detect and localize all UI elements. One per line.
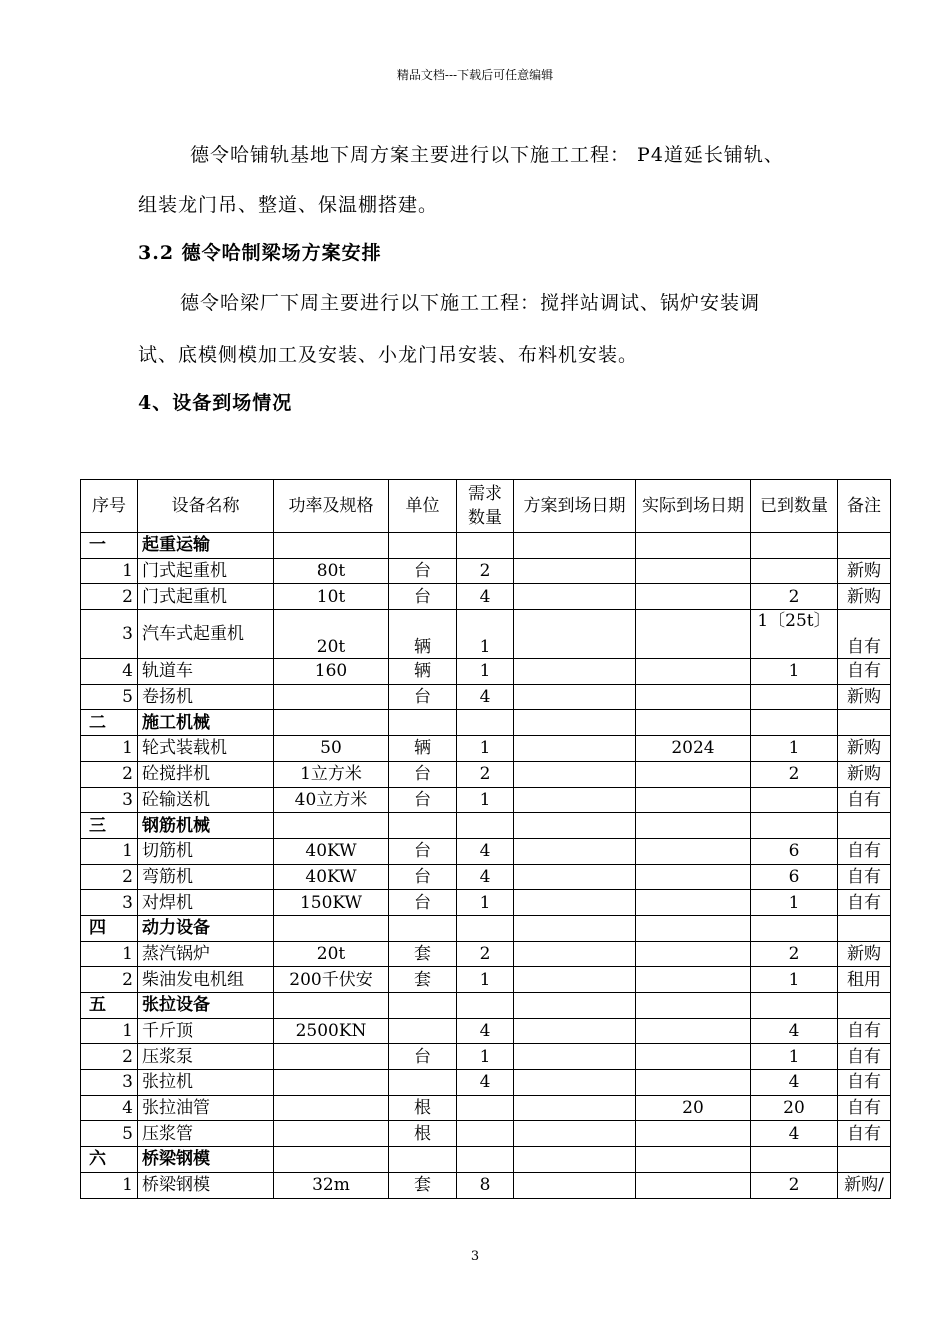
cell-unit: 台 [389,684,457,710]
cell-seq: 2 [81,761,138,787]
cell-plan [514,967,636,993]
cell-seq: 4 [81,1095,138,1121]
cell-spec: 200千伏安 [274,967,389,993]
cell-arrived: 1 [751,967,838,993]
column-header: 方案到场日期 [514,480,636,533]
table-row [81,659,891,685]
cell-need: 4 [457,1018,514,1044]
cell-actual: 2024 [636,736,751,762]
cell-unit: 台 [389,864,457,890]
cell-need: 2 [457,761,514,787]
cell-arrived: 1〔25t〕 [751,610,838,659]
cell-actual [636,761,751,787]
cell-need [457,1095,514,1121]
table-row [81,864,891,890]
empty-cell [457,710,514,736]
cell-seq: 5 [81,1121,138,1147]
cell-seq: 3 [81,890,138,916]
cell-plan [514,890,636,916]
cell-seq: 3 [81,787,138,813]
empty-cell [274,533,389,559]
cell-name: 张拉机 [138,1070,274,1096]
cell-actual: 20 [636,1095,751,1121]
empty-cell [636,533,751,559]
cell-unit: 台 [389,838,457,864]
cell-unit: 台 [389,558,457,584]
paragraph-line: 德令哈梁厂下周主要进行以下施工工程：搅拌站调试、锅炉安装调 [180,292,761,314]
cell-seq: 1 [81,736,138,762]
cell-actual [636,890,751,916]
empty-cell [838,1147,891,1173]
cell-note: 自有 [838,1095,891,1121]
section-heading: 4、设备到场情况 [138,392,293,414]
cell-name: 弯筋机 [138,864,274,890]
cell-plan [514,736,636,762]
empty-cell [389,813,457,839]
equipment-table [80,479,891,1199]
cell-spec [274,1095,389,1121]
empty-cell [274,1147,389,1173]
empty-cell [636,710,751,736]
cell-name: 轨道车 [138,659,274,685]
table-row [81,1070,891,1096]
cell-spec: 32m [274,1172,389,1198]
cell-name: 门式起重机 [138,584,274,610]
cell-actual [636,584,751,610]
cell-note: 自有 [838,1018,891,1044]
cell-seq: 5 [81,684,138,710]
table-row [81,584,891,610]
page-number: 3 [470,1249,480,1264]
cell-actual [636,1044,751,1070]
table-row [81,1044,891,1070]
cell-name: 门式起重机 [138,558,274,584]
cell-note: 租用 [838,967,891,993]
cell-actual [636,967,751,993]
table-row [81,967,891,993]
cell-unit: 套 [389,941,457,967]
cell-arrived: 2 [751,761,838,787]
cell-note: 自有 [838,864,891,890]
empty-cell [838,915,891,941]
empty-cell [636,915,751,941]
cell-seq: 2 [81,1044,138,1070]
cell-name: 卷扬机 [138,684,274,710]
cell-arrived [751,787,838,813]
cell-unit: 台 [389,761,457,787]
cell-actual [636,1018,751,1044]
cell-need: 1 [457,610,514,659]
category-title: 张拉设备 [138,993,274,1019]
cell-seq: 1 [81,1172,138,1198]
column-header: 需求数量 [457,480,514,533]
category-title: 起重运输 [138,533,274,559]
cell-actual [636,838,751,864]
cell-arrived [751,684,838,710]
cell-note: 自有 [838,838,891,864]
table-row [81,761,891,787]
paragraph-line: 试、底模侧模加工及安装、小龙门吊安装、布料机安装。 [138,344,639,366]
cell-plan [514,1070,636,1096]
cell-seq: 2 [81,584,138,610]
cell-arrived: 20 [751,1095,838,1121]
category-title: 钢筋机械 [138,813,274,839]
table-row [81,1018,891,1044]
cell-need: 8 [457,1172,514,1198]
table-row [81,1121,891,1147]
cell-plan [514,1121,636,1147]
cell-note: 新购 [838,941,891,967]
empty-cell [274,915,389,941]
empty-cell [389,710,457,736]
cell-arrived: 6 [751,838,838,864]
category-title: 桥梁钢模 [138,1147,274,1173]
empty-cell [751,533,838,559]
column-header: 序号 [81,480,138,533]
empty-cell [514,993,636,1019]
cell-name: 压浆泵 [138,1044,274,1070]
cell-plan [514,1172,636,1198]
cell-plan [514,659,636,685]
table-row [81,890,891,916]
cell-spec [274,1121,389,1147]
cell-name: 切筋机 [138,838,274,864]
cell-name: 蒸汽锅炉 [138,941,274,967]
empty-cell [457,915,514,941]
cell-actual [636,1172,751,1198]
cell-arrived: 4 [751,1121,838,1147]
category-row [81,533,891,559]
empty-cell [636,1147,751,1173]
cell-actual [636,941,751,967]
empty-cell [514,533,636,559]
cell-unit [389,1018,457,1044]
cell-unit: 台 [389,787,457,813]
empty-cell [457,1147,514,1173]
cell-unit: 套 [389,1172,457,1198]
cell-actual [636,1121,751,1147]
cell-arrived: 4 [751,1018,838,1044]
empty-cell [274,993,389,1019]
cell-plan [514,1044,636,1070]
empty-cell [751,915,838,941]
cell-spec: 160 [274,659,389,685]
cell-arrived: 2 [751,941,838,967]
cell-note: 新购/ [838,1172,891,1198]
cell-actual [636,610,751,659]
cell-seq: 2 [81,967,138,993]
cell-name: 汽车式起重机 [138,610,274,659]
cell-need: 1 [457,1044,514,1070]
cell-arrived: 1 [751,890,838,916]
cell-actual [636,684,751,710]
table-row [81,941,891,967]
cell-note: 自有 [838,1070,891,1096]
cell-arrived: 4 [751,1070,838,1096]
cell-seq: 1 [81,1018,138,1044]
cell-note: 自有 [838,1044,891,1070]
cell-seq: 4 [81,659,138,685]
empty-cell [274,813,389,839]
column-header: 实际到场日期 [636,480,751,533]
cell-name: 砼输送机 [138,787,274,813]
cell-need: 1 [457,967,514,993]
cell-name: 轮式装载机 [138,736,274,762]
empty-cell [457,813,514,839]
cell-need [457,1121,514,1147]
cell-arrived: 1 [751,736,838,762]
cell-plan [514,558,636,584]
cell-unit: 台 [389,890,457,916]
column-header: 设备名称 [138,480,274,533]
cell-unit: 根 [389,1121,457,1147]
cell-need: 1 [457,787,514,813]
cell-note: 自有 [838,659,891,685]
cell-unit: 根 [389,1095,457,1121]
empty-cell [838,993,891,1019]
empty-cell [838,813,891,839]
empty-cell [636,813,751,839]
cell-plan [514,684,636,710]
cell-plan [514,941,636,967]
cell-unit: 辆 [389,610,457,659]
cell-name: 柴油发电机组 [138,967,274,993]
cell-actual [636,864,751,890]
cell-need: 1 [457,890,514,916]
empty-cell [457,993,514,1019]
cell-spec: 1立方米 [274,761,389,787]
cell-spec [274,1044,389,1070]
cell-seq: 1 [81,838,138,864]
category-number: 六 [81,1147,138,1173]
empty-cell [514,1147,636,1173]
empty-cell [389,915,457,941]
table-row [81,787,891,813]
cell-name: 压浆管 [138,1121,274,1147]
empty-cell [389,1147,457,1173]
cell-unit: 台 [389,1044,457,1070]
empty-cell [389,993,457,1019]
empty-cell [274,710,389,736]
table-row [81,1172,891,1198]
category-title: 动力设备 [138,915,274,941]
cell-note: 自有 [838,610,891,659]
cell-arrived: 1 [751,1044,838,1070]
empty-cell [389,533,457,559]
cell-note: 自有 [838,787,891,813]
cell-seq: 1 [81,558,138,584]
category-row [81,813,891,839]
cell-seq: 3 [81,1070,138,1096]
cell-spec: 80t [274,558,389,584]
column-header: 备注 [838,480,891,533]
table-row [81,736,891,762]
cell-plan [514,1018,636,1044]
empty-cell [838,710,891,736]
cell-name: 张拉油管 [138,1095,274,1121]
column-header: 已到数量 [751,480,838,533]
cell-spec: 150KW [274,890,389,916]
cell-spec: 10t [274,584,389,610]
category-row [81,915,891,941]
category-title: 施工机械 [138,710,274,736]
column-header: 功率及规格 [274,480,389,533]
paragraph-line: 组装龙门吊、整道、保温棚搭建。 [138,194,439,216]
cell-seq: 2 [81,864,138,890]
cell-actual [636,787,751,813]
column-header: 单位 [389,480,457,533]
cell-arrived: 6 [751,864,838,890]
cell-need: 4 [457,684,514,710]
cell-need: 1 [457,659,514,685]
cell-spec [274,1070,389,1096]
empty-cell [636,993,751,1019]
empty-cell [514,915,636,941]
cell-name: 桥梁钢模 [138,1172,274,1198]
empty-cell [838,533,891,559]
cell-spec [274,684,389,710]
cell-spec: 40KW [274,864,389,890]
table-row [81,838,891,864]
cell-arrived [751,558,838,584]
category-number: 五 [81,993,138,1019]
cell-unit: 套 [389,967,457,993]
table-row [81,1095,891,1121]
cell-need: 4 [457,584,514,610]
empty-cell [514,813,636,839]
table-row [81,558,891,584]
cell-name: 对焊机 [138,890,274,916]
cell-seq: 1 [81,941,138,967]
table-header-row [81,480,891,533]
cell-note: 新购 [838,584,891,610]
cell-plan [514,761,636,787]
cell-note: 新购 [838,558,891,584]
empty-cell [751,1147,838,1173]
cell-plan [514,610,636,659]
cell-spec: 40KW [274,838,389,864]
category-row [81,993,891,1019]
page-header: 精品文档---下载后可任意编辑 [396,68,554,82]
cell-name: 砼搅拌机 [138,761,274,787]
cell-plan [514,584,636,610]
cell-spec: 50 [274,736,389,762]
empty-cell [514,710,636,736]
section-heading: 3.2 德令哈制梁场方案安排 [138,242,382,264]
cell-plan [514,787,636,813]
cell-need: 4 [457,864,514,890]
cell-actual [636,659,751,685]
cell-note: 新购 [838,684,891,710]
cell-plan [514,864,636,890]
cell-arrived: 2 [751,584,838,610]
cell-unit: 辆 [389,736,457,762]
category-number: 二 [81,710,138,736]
cell-unit: 台 [389,584,457,610]
category-row [81,1147,891,1173]
cell-arrived: 2 [751,1172,838,1198]
category-number: 三 [81,813,138,839]
paragraph-line: 德令哈铺轨基地下周方案主要进行以下施工工程： P4道延长铺轨、 [190,144,784,166]
cell-arrived: 1 [751,659,838,685]
cell-spec: 2500KN [274,1018,389,1044]
cell-actual [636,558,751,584]
cell-seq: 3 [81,610,138,659]
cell-unit [389,1070,457,1096]
cell-name: 千斤顶 [138,1018,274,1044]
cell-plan [514,838,636,864]
cell-spec: 20t [274,941,389,967]
category-number: 一 [81,533,138,559]
empty-cell [751,710,838,736]
cell-spec: 20t [274,610,389,659]
cell-need: 4 [457,838,514,864]
cell-need: 4 [457,1070,514,1096]
cell-spec: 40立方米 [274,787,389,813]
empty-cell [457,533,514,559]
cell-unit: 辆 [389,659,457,685]
cell-note: 自有 [838,890,891,916]
empty-cell [751,993,838,1019]
cell-need: 2 [457,941,514,967]
cell-note: 新购 [838,736,891,762]
cell-need: 1 [457,736,514,762]
empty-cell [751,813,838,839]
table-row [81,610,891,659]
category-row [81,710,891,736]
cell-note: 自有 [838,1121,891,1147]
table-row [81,684,891,710]
cell-need: 2 [457,558,514,584]
cell-actual [636,1070,751,1096]
cell-plan [514,1095,636,1121]
category-number: 四 [81,915,138,941]
cell-note: 新购 [838,761,891,787]
